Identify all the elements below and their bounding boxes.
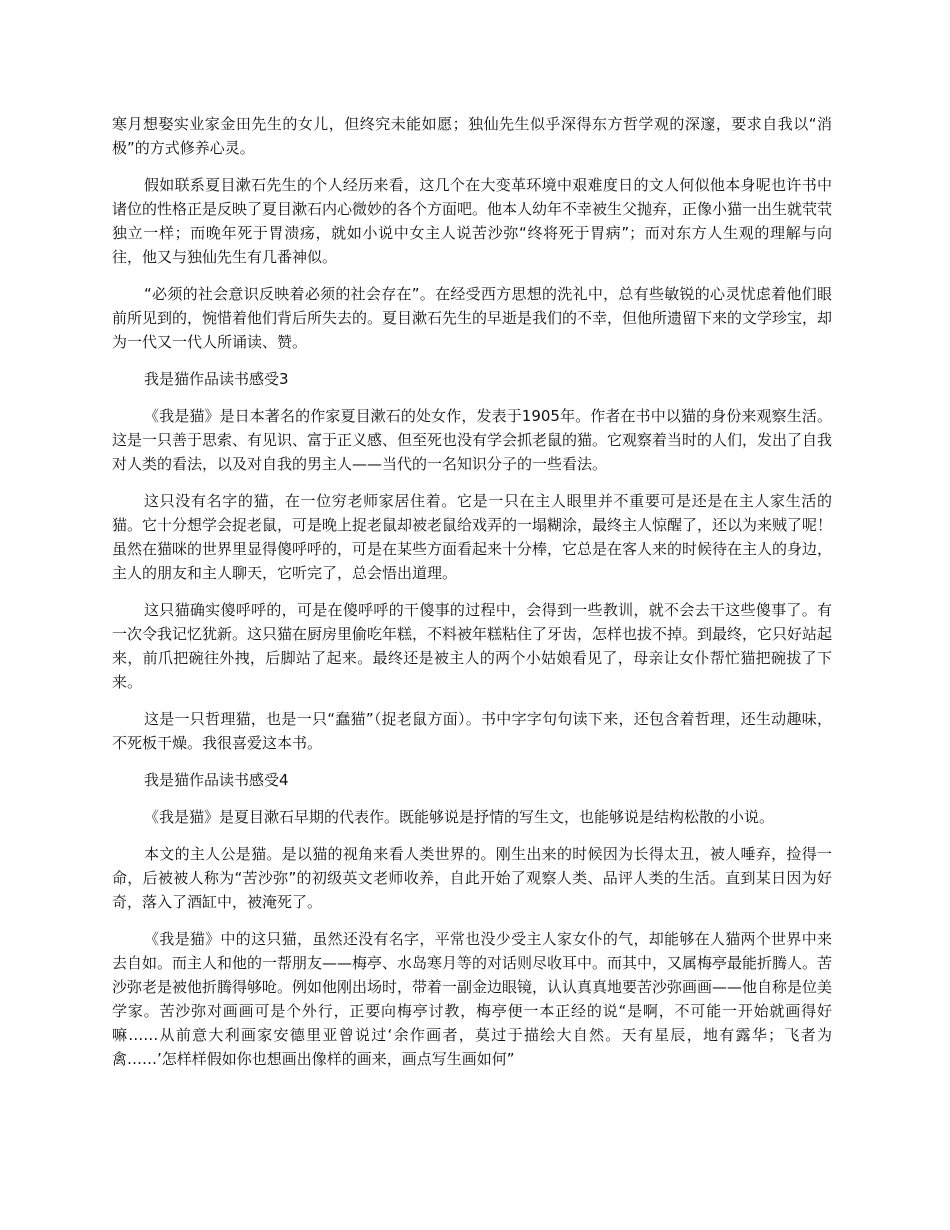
paragraph: 寒月想娶实业家金田先生的女儿，但终究未能如愿；独仙先生似乎深得东方哲学观的深邃，要求自我以“消极”的方式修养心灵。 — [112, 115, 832, 157]
document-page — [112, 112, 832, 1084]
paragraph: 本文的主人公是猫。是以猫的视角来看人类世界的。刚生出来的时候因为长得太丑，被人唾弃，捡得一命，后被被人称为“苦沙弥”的初级英文老师收养，自此开始了观察人类、品评人类的生活。直到某日因为好奇，落入了酒缸中，被淹死了。 — [112, 845, 832, 911]
section-heading: 我是猫作品读书感受4 — [144, 771, 289, 789]
paragraph: 这只猫确实傻呼呼的，可是在傻呼呼的干傻事的过程中，会得到一些教训，就不会去干这些傻事了。有一次令我记忆犹新。这只猫在厨房里偷吃年糕，不料被年糕粘住了牙齿，怎样也拔不掉。到最终，它只好站起来，前爪把碗往外拽，后脚站了起来。最终还是被主人的两个小姑娘看见了，母亲让女仆帮忙猫把碗拔了下来。 — [112, 601, 833, 691]
paragraph: 这是一只哲理猫，也是一只“蠢猫”（捉老鼠方面）。书中字字句句读下来，还包含着哲理，还生动趣味，不死板干燥。我很喜爱这本书。 — [112, 710, 832, 752]
paragraph: 这只没有名字的猫，在一位穷老师家居住着。它是一只在主人眼里并不重要可是还是在主人家生活的猫。它十分想学会捉老鼠，可是晚上捉老鼠却被老鼠给戏弄的一塌糊涂，最终主人惊醒了，还以为来贼了呢！虽然在猫咪的世界里显得傻呼呼的，可是在某些方面看起来十分棒，它总是在客人来的时候待在主人的身边，主人的朋友和主人聊天，它听完了，总会悟出道理。 — [112, 492, 833, 582]
section-heading: 我是猫作品读书感受3 — [144, 370, 289, 388]
paragraph: “必须的社会意识反映着必须的社会存在”。在经受西方思想的洗礼中，总有些敏锐的心灵忧虑着他们眼前所见到的，惋惜着他们背后所失去的。夏目漱石先生的早逝是我们的不幸，但他所遗留下来的文学珍宝，却为一代又一代人所诵读、赞。 — [112, 285, 833, 351]
paragraph: 《我是猫》中的这只猫，虽然还没有名字，平常也没少受主人家女仆的气，却能够在人猫两个世界中来去自如。而主人和他的一帮朋友——梅亭、水岛寒月等的对话则尽收耳中。而其中，又属梅亭最能折腾人。苦沙弥老是被他折腾得够呛。例如他刚出场时，带着一副金边眼镜，认认真真地要苦沙弥画画——他自称是位美学家。苦沙弥对画画可是个外行，正要向梅亭讨教，梅亭便一本正经的说“是啊，不可能一开始就画得好嘛……从前意大利画家安德里亚曾说过‘余作画者，莫过于描绘大自然。天有星辰，地有露华；飞者为禽……’怎样样假如你也想画出像样的画来，画点写生画如何” — [112, 930, 833, 1068]
paragraph: 假如联系夏目漱石先生的个人经历来看，这几个在大变革环境中艰难度日的文人何似他本身呢也许书中诸位的性格正是反映了夏目漱石内心微妙的各个方面吧。他本人幼年不幸被生父抛弃，正像小猫一出生就茕茕独立一样；而晚年死于胃溃疡，就如小说中女主人说苦沙弥“终将死于胃病”；而对东方人生观的理解与向往，他又与独仙先生有几番神似。 — [112, 176, 833, 266]
paragraph: 《我是猫》是日本著名的作家夏目漱石的处女作，发表于1905年。作者在书中以猫的身份来观察生活。这是一只善于思索、有见识、富于正义感、但至死也没有学会抓老鼠的猫。它观察着当时的人们，发出了自我对人类的看法，以及对自我的男主人——当代的一名知识分子的一些看法。 — [112, 407, 833, 473]
paragraph: 《我是猫》是夏目漱石早期的代表作。既能够说是抒情的写生文，也能够说是结构松散的小说。 — [144, 808, 775, 826]
